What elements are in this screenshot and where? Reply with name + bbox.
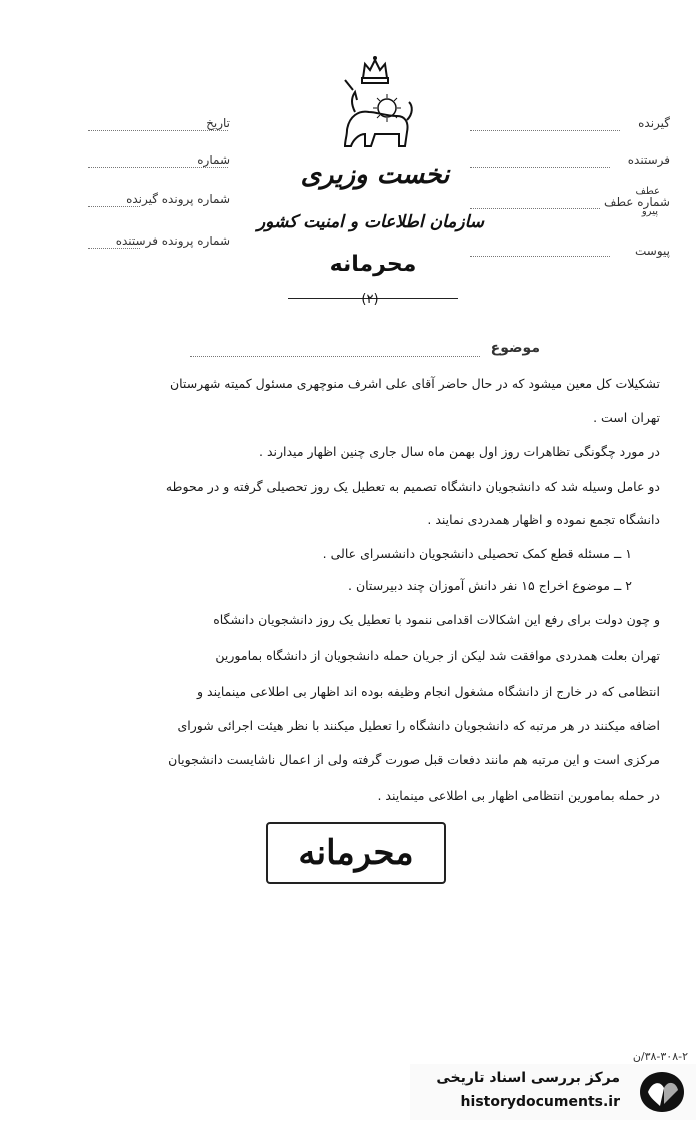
- footer-watermark: [410, 1064, 696, 1120]
- reference-sub-atf: عطف: [635, 186, 660, 197]
- receiver-file-number-field: [88, 206, 140, 207]
- sender-label: فرستنده: [627, 153, 670, 167]
- lion-icon: [345, 80, 412, 146]
- org-savak-title: سازمان اطلاعات و امنیت کشور: [256, 212, 484, 232]
- confidential-stamp: محرمانه: [266, 822, 446, 884]
- copy-number: (۲): [361, 292, 379, 307]
- body-line-6: ۱ ــ مسئله قطع کمک تحصیلی دانشجویان دانشسرای عالی .: [322, 546, 632, 561]
- subject-label: موضوع: [490, 340, 540, 356]
- org-ministry-title: نخست وزیری: [300, 160, 450, 190]
- attachment-field: [470, 256, 610, 257]
- crown-icon: [362, 56, 388, 83]
- receiver-file-number-label: شماره پرونده گیرنده: [126, 192, 230, 206]
- body-line-8: و چون دولت برای رفع این اشکالات اقدامی ننمود با تعطیل یک روز دانشجویان دانشگاه: [213, 612, 660, 627]
- attachment-label: پیوست: [635, 244, 670, 258]
- body-line-4: دو عامل وسیله شد که دانشجویان دانشگاه تصمیم به تعطیل یک روز تحصیلی گرفته و در محوطه: [165, 479, 660, 494]
- reference-sub-pirow: پیرو: [641, 206, 658, 217]
- website-url: historydocuments.ir: [460, 1094, 620, 1110]
- document-reference-number: ۳۸-۳۰۸-۲/ن: [632, 1050, 688, 1063]
- body-line-11: اضافه میکنند در هر مرتبه که دانشجویان دانشگاه را تعطیل میکنند با نظر هیئت اجرائی شورای: [177, 718, 660, 733]
- body-line-3: در مورد چگونگی تظاهرات روز اول بهمن ماه سال جاری چنین اظهار میدارند .: [259, 444, 660, 459]
- sender-file-number-label: شماره پرونده فرستنده: [115, 234, 230, 248]
- sender-field: [470, 167, 610, 168]
- receiver-label: گیرنده: [638, 116, 670, 130]
- body-line-12: مرکزی است و این مرتبه هم مانند دفعات قبل صورت گرفته ولی از اعمال ناشایست دانشجویان: [168, 752, 660, 767]
- lion-and-sun-emblem: [335, 50, 415, 160]
- reference-number-label: شماره عطف: [604, 195, 670, 209]
- reference-number-field: [470, 208, 600, 209]
- date-label: تاریخ: [206, 116, 230, 130]
- body-line-2: تهران است .: [593, 410, 660, 425]
- center-name: مرکز بررسی اسناد تاریخی: [436, 1070, 620, 1086]
- header-classification-stamp: محرمانه: [329, 252, 417, 277]
- document-archive-logo-icon: [634, 1068, 690, 1116]
- receiver-field: [470, 130, 620, 131]
- body-line-7: ۲ ــ موضوع اخراج ۱۵ نفر دانش آموزان چند دبیرستان .: [348, 578, 632, 593]
- subject-field: [190, 356, 480, 357]
- body-line-9: تهران بعلت همدردی موافقت شد لیکن از جریان حمله دانشجویان از دانشگاه بمامورین: [215, 648, 660, 663]
- number-label: شماره: [197, 153, 230, 167]
- sender-file-number-field: [88, 248, 140, 249]
- sun-icon: [373, 94, 401, 122]
- body-line-1: تشکیلات کل معین میشود که در حال حاضر آقای علی اشرف منوچهری مسئول کمیته شهرستان: [169, 376, 660, 391]
- body-line-5: دانشگاه تجمع نموده و اظهار همدردی نمایند .: [427, 512, 660, 527]
- number-field: [88, 167, 228, 168]
- body-line-13: در حمله بمامورین انتظامی اظهار بی اطلاعی مینمایند .: [377, 788, 660, 803]
- body-line-10: انتظامی که در خارج از دانشگاه مشغول انجام وظیفه بوده اند اظهار بی اطلاعی مینمایند و: [197, 684, 660, 699]
- date-field: [88, 130, 228, 131]
